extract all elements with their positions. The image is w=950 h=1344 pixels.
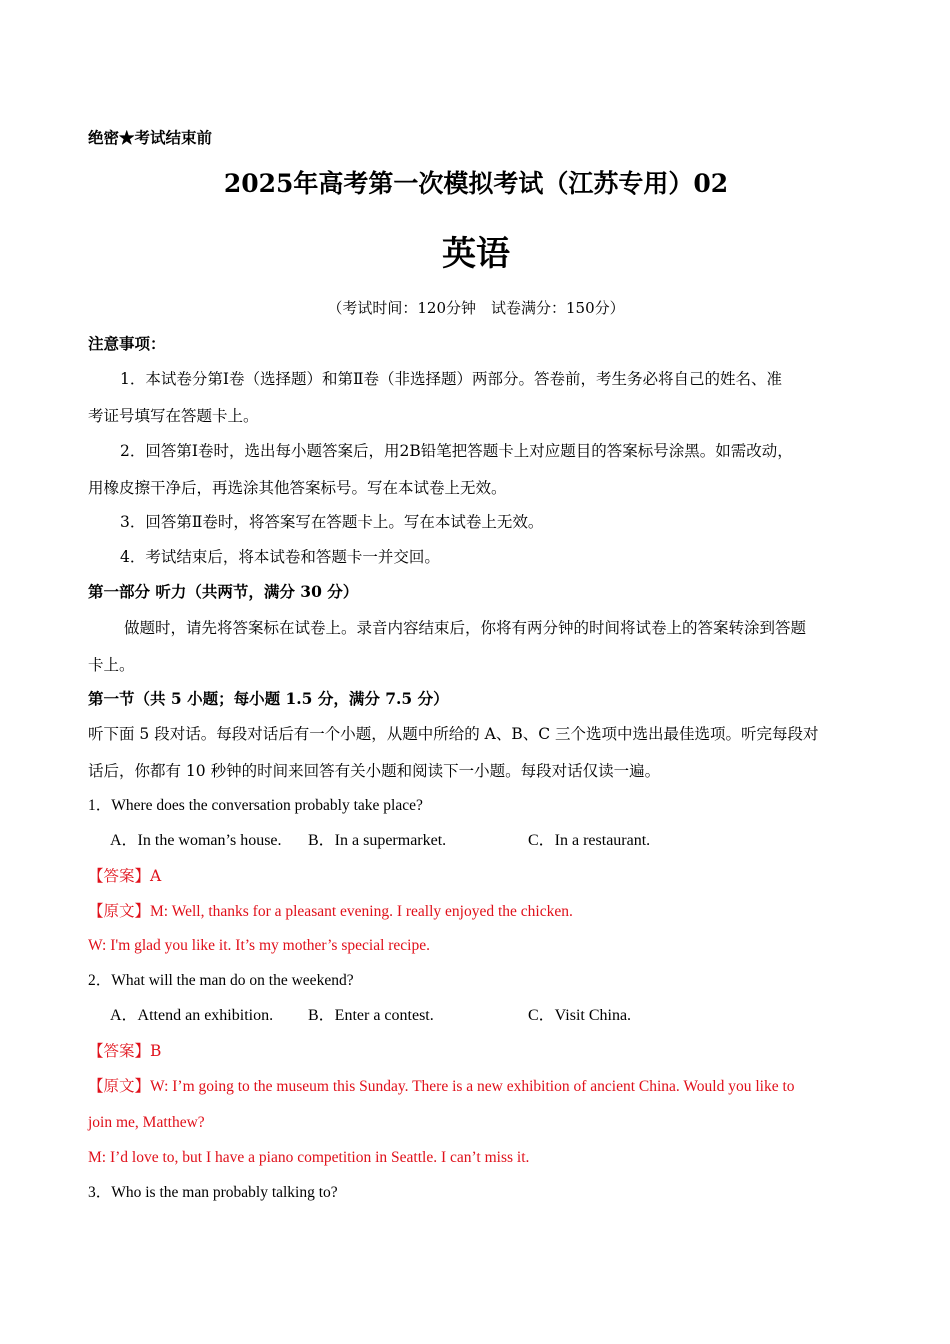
question-1-option-b: B．In a supermarket. [308,832,447,849]
note-item-2-line-1: 2．回答第Ⅰ卷时，选出每小题答案后，用2B铅笔把答题卡上对应题目的答案标号涂黑。如需改动， [120,442,793,460]
question-2-transcript-line-2: join me, Matthew? [88,1114,205,1131]
question-2-option-b: B．Enter a contest. [308,1007,434,1024]
question-1-option-c: C．In a restaurant. [528,832,651,849]
exam-info: （考试时间：120分钟 试卷满分：150分） [327,299,625,317]
section1-instructions-line-2: 话后，你都有 10 秒钟的时间来回答有关小题和阅读下一小题。每段对话仅读一遍。 [88,762,661,780]
question-1-answer: 【答案】A [88,867,162,885]
question-3-stem: 3．Who is the man probably talking to? [88,1184,338,1201]
part1-intro-line-2: 卡上。 [88,656,135,674]
note-item-1-line-1: 1．本试卷分第Ⅰ卷（选择题）和第Ⅱ卷（非选择题）两部分。答卷前，考生务必将自己的姓名、准 [120,370,783,388]
question-1-transcript-line-1 [88,901,573,922]
question-2-stem: 2．What will the man do on the weekend? [88,972,354,989]
section1-instructions-line-1: 听下面 5 段对话。每段对话后有一个小题，从题中所给的 A、B、C 三个选项中选出最佳选项。听完每段对 [88,725,819,743]
transcript-label: 【原文】 [88,1077,151,1095]
part1-intro-line-1: 做题时，请先将答案标在试卷上。录音内容结束后，你将有两分钟的时间将试卷上的答案转涂到答题 [124,619,807,637]
question-2-option-a: A．Attend an exhibition. [110,1007,274,1024]
notes-heading: 注意事项： [88,334,166,353]
note-item-3: 3．回答第Ⅱ卷时，将答案写在答题卡上。写在本试卷上无效。 [120,513,544,531]
question-1-transcript-line-2: W: I'm glad you like it. It’s my mother’s special recipe. [88,937,430,954]
question-2-transcript-line-3: M: I’d love to, but I have a piano competition in Seattle. I can’t miss it. [88,1149,530,1166]
note-item-1-line-2: 考证号填写在答题卡上。 [88,407,259,425]
subject-title: 英语 [442,234,510,274]
transcript-text: W: I’m going to the museum this Sunday. There is a new exhibition of ancient China. Would you like to [150,1078,795,1095]
section1-heading: 第一节（共 5 小题；每小题 1.5 分，满分 7.5 分） [88,689,449,708]
question-1-stem: 1．Where does the conversation probably take place? [88,797,423,814]
question-2-transcript-line-1 [88,1076,795,1097]
transcript-text: M: Well, thanks for a pleasant evening. I really enjoyed the chicken. [150,903,573,920]
classification-label: 绝密★考试结束前 [88,128,213,147]
transcript-label: 【原文】 [88,902,151,920]
part1-heading: 第一部分 听力（共两节，满分 30 分） [88,582,359,601]
question-1-option-a: A．In the woman’s house. [110,832,282,849]
note-item-2-line-2: 用橡皮擦干净后，再选涂其他答案标号。写在本试卷上无效。 [88,479,507,497]
exam-title: 2025年高考第一次模拟考试（江苏专用）02 [223,169,729,198]
question-2-answer: 【答案】B [88,1042,162,1060]
note-item-4: 4．考试结束后，将本试卷和答题卡一并交回。 [120,548,440,566]
question-2-option-c: C．Visit China. [528,1007,632,1024]
